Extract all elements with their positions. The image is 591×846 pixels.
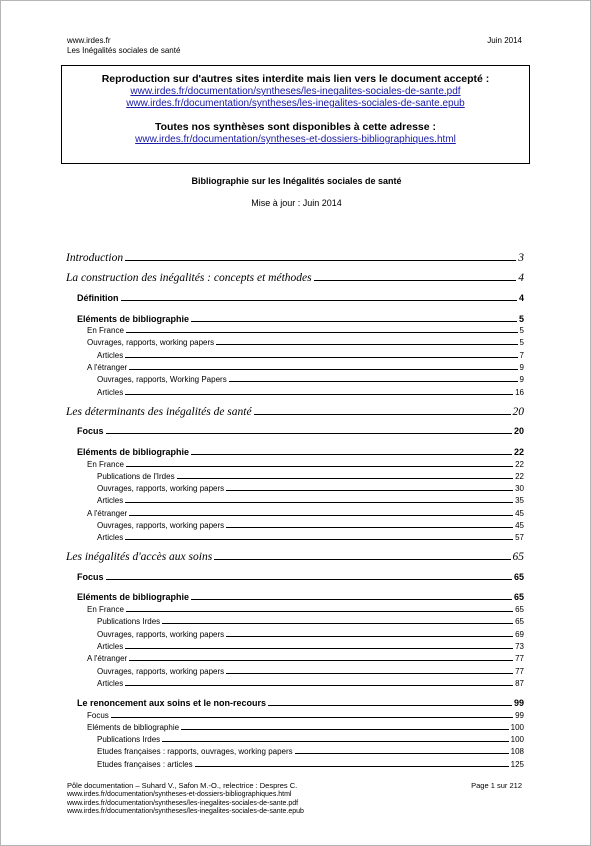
toc-entry-label: Articles (97, 388, 124, 397)
toc-entry[interactable] (97, 617, 524, 626)
toc-entry-label: En France (87, 605, 124, 614)
toc-entry-page: 108 (510, 747, 524, 756)
header-subject: Les Inégalités sociales de santé (67, 46, 181, 55)
toc-entry-label: Eléments de bibliographie (77, 592, 190, 602)
toc-entry-label: Les déterminants des inégalités de santé (66, 406, 252, 418)
toc-entry[interactable] (77, 293, 524, 303)
toc-entry-page: 5 (518, 314, 524, 324)
toc-entry-page: 4 (518, 293, 524, 303)
toc-leader-line (177, 478, 514, 479)
toc-entry-label: Ouvrages, rapports, working papers (97, 630, 225, 639)
toc-leader-line (121, 300, 517, 301)
toc-entry-page: 5 (519, 326, 524, 335)
toc-entry-label: Les inégalités d'accès aux soins (66, 551, 213, 563)
toc-leader-line (129, 369, 517, 370)
toc-leader-line (125, 502, 513, 503)
toc-entry-page: 65 (515, 605, 524, 614)
toc-entry-page: 30 (515, 484, 524, 493)
toc-entry-page: 65 (513, 572, 524, 582)
toc-entry[interactable] (77, 592, 524, 602)
toc-leader-line (295, 753, 509, 754)
page-footer (67, 781, 304, 817)
toc-entry-label: Ouvrages, rapports, Working Papers (97, 375, 227, 384)
toc-leader-line (129, 515, 513, 516)
notice-link-epub[interactable]: www.irdes.fr/documentation/syntheses/les-inegalites-sociales-de-sante.epub (126, 98, 465, 109)
footer-url-epub[interactable]: www.irdes.fr/documentation/syntheses/les-inegalites-sociales-de-sante.epub (67, 808, 304, 815)
toc-entry-label: A l'étranger (87, 654, 128, 663)
toc-entry-label: Ouvrages, rapports, working papers (87, 338, 215, 347)
toc-leader-line (162, 623, 513, 624)
toc-entry[interactable] (97, 351, 524, 360)
toc-entry-label: La construction des inégalités : concepts et méthodes (66, 272, 312, 284)
toc-entry-label: Etudes françaises : rapports, ouvrages, working papers (97, 747, 293, 756)
toc-entry-page: 73 (515, 642, 524, 651)
toc-leader-line (268, 705, 512, 706)
toc-entry[interactable] (87, 326, 524, 335)
document-title: Bibliographie sur les Inégalités sociales de santé (191, 176, 402, 186)
toc-entry[interactable] (97, 533, 524, 542)
toc-leader-line (125, 648, 513, 649)
toc-leader-line (125, 539, 513, 540)
toc-entry-page: 7 (519, 351, 524, 360)
toc-entry-page: 100 (510, 723, 524, 732)
toc-leader-line (226, 527, 513, 528)
toc-entry[interactable] (97, 496, 524, 505)
toc-entry-label: Eléments de bibliographie (77, 447, 190, 457)
toc-entry-label: Eléments de bibliographie (77, 314, 190, 324)
toc-entry[interactable] (97, 747, 524, 756)
toc-entry-page: 65 (512, 551, 524, 563)
toc-entry-label: A l'étranger (87, 509, 128, 518)
toc-entry-page: 65 (513, 592, 524, 602)
toc-entry-label: Le renoncement aux soins et le non-recours (77, 698, 267, 708)
toc-entry-label: Articles (97, 533, 124, 542)
notice-link-all[interactable]: www.irdes.fr/documentation/syntheses-et-dossiers-bibliographiques.html (135, 134, 456, 145)
toc-entry[interactable] (77, 698, 524, 708)
toc-leader-line (126, 466, 513, 467)
page-header-left (67, 36, 180, 56)
toc-leader-line (229, 381, 518, 382)
toc-entry-label: Publications Irdes (97, 735, 161, 744)
toc-entry-label: Ouvrages, rapports, working papers (97, 521, 225, 530)
page-number: Page 1 sur 212 (471, 781, 522, 790)
header-site: www.irdes.fr (67, 36, 111, 45)
toc-leader-line (106, 579, 512, 580)
toc-entry[interactable] (87, 509, 524, 518)
notice-heading-2: Toutes nos synthèses sont disponibles à cette adresse : (154, 121, 437, 133)
toc-leader-line (314, 280, 517, 281)
toc-entry-page: 9 (519, 375, 524, 384)
toc-leader-line (126, 332, 518, 333)
toc-entry[interactable] (87, 363, 524, 372)
toc-leader-line (162, 741, 508, 742)
toc-entry-page: 35 (515, 496, 524, 505)
toc-entry[interactable] (87, 723, 524, 732)
toc-entry-page: 100 (510, 735, 524, 744)
toc-entry-page: 5 (519, 338, 524, 347)
toc-entry-label: Focus (87, 711, 109, 720)
toc-entry-label: Focus (77, 426, 104, 436)
toc-leader-line (191, 454, 512, 455)
toc-entry[interactable] (97, 679, 524, 688)
toc-entry-page: 77 (515, 667, 524, 676)
toc-entry[interactable] (66, 551, 524, 563)
toc-entry-label: En France (87, 460, 124, 469)
footer-url-html[interactable]: www.irdes.fr/documentation/syntheses-et-dossiers-bibliographiques.html (67, 791, 292, 798)
toc-entry-page: 45 (515, 521, 524, 530)
toc-entry-page: 99 (515, 711, 524, 720)
toc-entry[interactable] (77, 572, 524, 582)
toc-entry-label: Eléments de bibliographie (87, 723, 180, 732)
toc-entry[interactable] (87, 654, 524, 663)
toc-entry-label: Publications Irdes (97, 617, 161, 626)
toc-entry-label: Focus (77, 572, 104, 582)
toc-entry-page: 87 (515, 679, 524, 688)
notice-heading: Reproduction sur d'autres sites interdite mais lien vers le document accepté : (101, 73, 490, 85)
toc-entry[interactable] (87, 460, 524, 469)
toc-entry-label: Définition (77, 293, 119, 303)
toc-leader-line (254, 414, 511, 415)
toc-entry[interactable] (66, 272, 524, 284)
toc-leader-line (125, 685, 513, 686)
toc-entry-label: Introduction (66, 252, 124, 264)
toc-entry-label: Articles (97, 496, 124, 505)
toc-entry[interactable] (97, 735, 524, 744)
toc-entry-page: 20 (512, 406, 524, 418)
toc-entry-label: A l'étranger (87, 363, 128, 372)
toc-leader-line (214, 559, 510, 560)
toc-leader-line (191, 599, 512, 600)
toc-entry-label: Ouvrages, rapports, working papers (97, 484, 225, 493)
toc-entry-page: 22 (515, 460, 524, 469)
toc-entry-page: 16 (515, 388, 524, 397)
toc-leader-line (106, 433, 512, 434)
document-update: Mise à jour : Juin 2014 (251, 198, 342, 208)
toc-entry[interactable] (97, 667, 524, 676)
header-date: Juin 2014 (487, 36, 522, 45)
toc-entry-page: 9 (519, 363, 524, 372)
toc-entry[interactable] (97, 521, 524, 530)
reproduction-notice-box (61, 65, 530, 164)
toc-leader-line (125, 260, 516, 261)
toc-entry-page: 77 (515, 654, 524, 663)
footer-credits: Pôle documentation – Suhard V., Safon M.-O., relectrice : Despres C. (67, 781, 298, 790)
notice-link-pdf[interactable]: www.irdes.fr/documentation/syntheses/les-inegalites-sociales-de-sante.pdf (130, 86, 461, 97)
toc-entry[interactable] (77, 426, 524, 436)
toc-leader-line (226, 636, 513, 637)
toc-entry[interactable] (97, 484, 524, 493)
toc-entry[interactable] (87, 711, 524, 720)
toc-entry[interactable] (87, 605, 524, 614)
toc-entry[interactable] (97, 642, 524, 651)
toc-leader-line (125, 357, 517, 358)
toc-leader-line (226, 673, 513, 674)
toc-entry[interactable] (87, 338, 524, 347)
footer-url-pdf[interactable]: www.irdes.fr/documentation/syntheses/les-inegalites-sociales-de-sante.pdf (67, 799, 299, 807)
toc-entry-page: 4 (518, 272, 524, 284)
toc-leader-line (126, 611, 513, 612)
toc-leader-line (195, 766, 509, 767)
toc-entry[interactable] (66, 252, 524, 264)
toc-entry[interactable] (97, 630, 524, 639)
toc-entry-page: 3 (518, 252, 524, 264)
toc-entry-label: Articles (97, 642, 124, 651)
toc-entry-page: 22 (513, 447, 524, 457)
toc-leader-line (216, 344, 517, 345)
toc-entry[interactable] (97, 375, 524, 384)
toc-entry-label: Publications de l'Irdes (97, 472, 175, 481)
toc-entry-page: 57 (515, 533, 524, 542)
toc-leader-line (125, 394, 513, 395)
toc-entry-page: 45 (515, 509, 524, 518)
toc-entry-page: 99 (513, 698, 524, 708)
toc-entry-page: 22 (515, 472, 524, 481)
toc-leader-line (191, 321, 517, 322)
toc-leader-line (129, 660, 513, 661)
toc-leader-line (111, 717, 513, 718)
toc-entry-page: 20 (513, 426, 524, 436)
toc-entry-label: Ouvrages, rapports, working papers (97, 667, 225, 676)
toc-entry-page: 65 (515, 617, 524, 626)
toc-entry-page: 69 (515, 630, 524, 639)
toc-entry[interactable] (77, 447, 524, 457)
toc-entry-label: Articles (97, 351, 124, 360)
toc-entry[interactable] (97, 760, 524, 769)
toc-entry-page: 125 (510, 760, 524, 769)
toc-entry[interactable] (77, 314, 524, 324)
toc-entry-label: Etudes françaises : articles (97, 760, 193, 769)
toc-leader-line (181, 729, 509, 730)
toc-entry[interactable] (97, 388, 524, 397)
toc-leader-line (226, 490, 513, 491)
toc-entry[interactable] (66, 406, 524, 418)
toc-entry-label: En France (87, 326, 124, 335)
toc-entry-label: Articles (97, 679, 124, 688)
toc-entry[interactable] (97, 472, 524, 481)
